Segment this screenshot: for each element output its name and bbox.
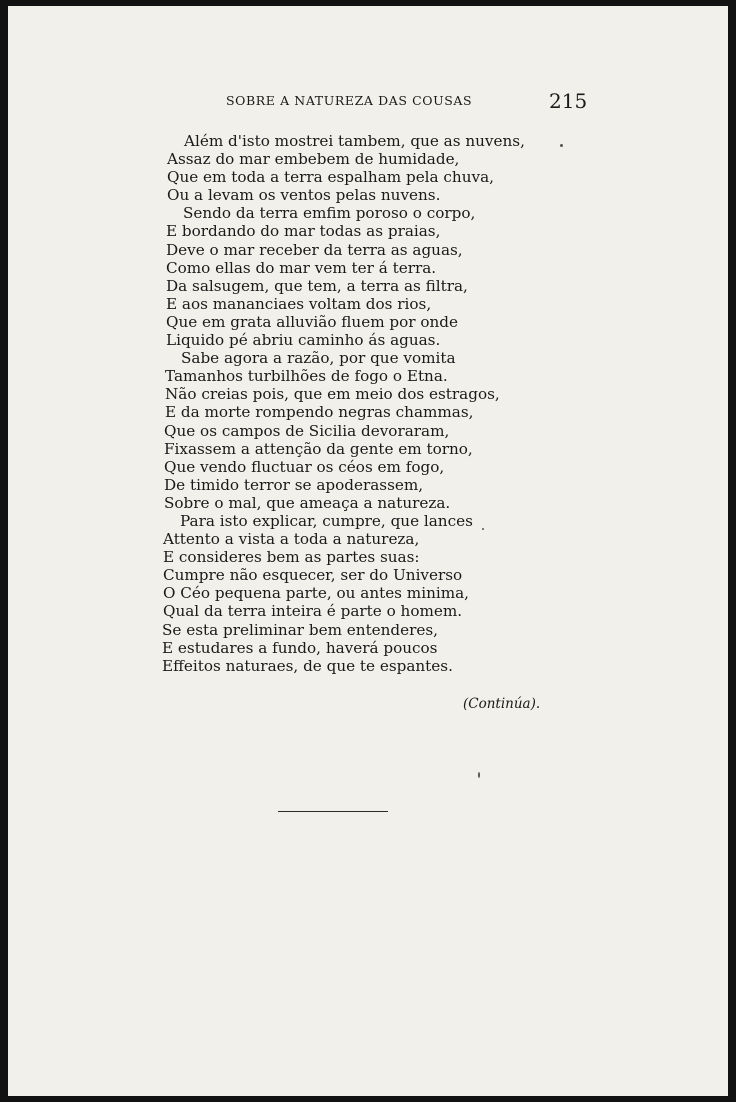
continuation-note: (Continúa).	[463, 696, 541, 712]
verse-line: Liquido pé abriu caminho ás aguas.	[166, 331, 441, 350]
verse-line: Qual da terra inteira é parte o homem.	[163, 602, 463, 621]
verse-line: Deve o mar receber da terra as aguas,	[166, 240, 463, 259]
verse-line: Não creias pois, que em meio dos estragos,	[165, 385, 500, 404]
verse-line: Além d'isto mostrei tambem, que as nuvens,	[184, 132, 525, 150]
verse-line: Assaz do mar embebem de humidade,	[167, 150, 460, 169]
paper-speck	[478, 772, 480, 778]
paper-speck	[482, 528, 484, 530]
verse-line: E aos mananciaes voltam dos rios,	[166, 294, 432, 313]
verse-line: Sendo da terra emfim poroso o corpo,	[183, 204, 476, 223]
verse-line: Que em grata alluvião fluem por onde	[166, 312, 459, 331]
page-number: 215	[549, 89, 588, 113]
verse-line: Effeitos naturaes, de que te espantes.	[162, 656, 453, 675]
book-page	[8, 6, 728, 1096]
verse-line: Tamanhos turbilhões de fogo o Etna.	[165, 367, 448, 386]
verse-line: Sabe agora a razão, por que vomita	[181, 349, 456, 368]
verse-line: E consideres bem as partes suas:	[163, 548, 420, 567]
verse-line: Se esta preliminar bem entenderes,	[162, 620, 439, 639]
section-rule	[278, 811, 388, 812]
verse-line: E estudares a fundo, haverá poucos	[162, 638, 438, 657]
verse-line: Attento a vista a toda a natureza,	[163, 530, 420, 549]
verse-line: Sobre o mal, que ameaça a natureza.	[164, 493, 451, 512]
verse-line: Cumpre não esquecer, ser do Universo	[163, 566, 463, 585]
verse-line: Que vendo fluctuar os céos em fogo,	[164, 457, 445, 476]
verse-line: E bordando do mar todas as praias,	[166, 222, 441, 241]
verse-line: E da morte rompendo negras chammas,	[165, 403, 474, 422]
verse-line: Que os campos de Sicilia devoraram,	[164, 421, 450, 440]
verse-line: Fixassem a attenção da gente em torno,	[164, 439, 473, 458]
verse-line: Ou a levam os ventos pelas nuvens.	[167, 186, 441, 205]
verse-line: Como ellas do mar vem ter á terra.	[166, 258, 437, 277]
verse-line: Para isto explicar, cumpre, que lances	[180, 511, 473, 530]
poem-block	[156, 132, 576, 675]
verse-line: De timido terror se apoderassem,	[164, 475, 424, 494]
verse-line: Que em toda a terra espalham pela chuva,	[167, 168, 494, 187]
paper-speck	[560, 144, 563, 147]
verse-line: Da salsugem, que tem, a terra as filtra,	[166, 276, 468, 295]
verse-line: O Céo pequena parte, ou antes minima,	[163, 584, 469, 603]
running-head: SOBRE A NATUREZA DAS COUSAS	[226, 93, 473, 108]
